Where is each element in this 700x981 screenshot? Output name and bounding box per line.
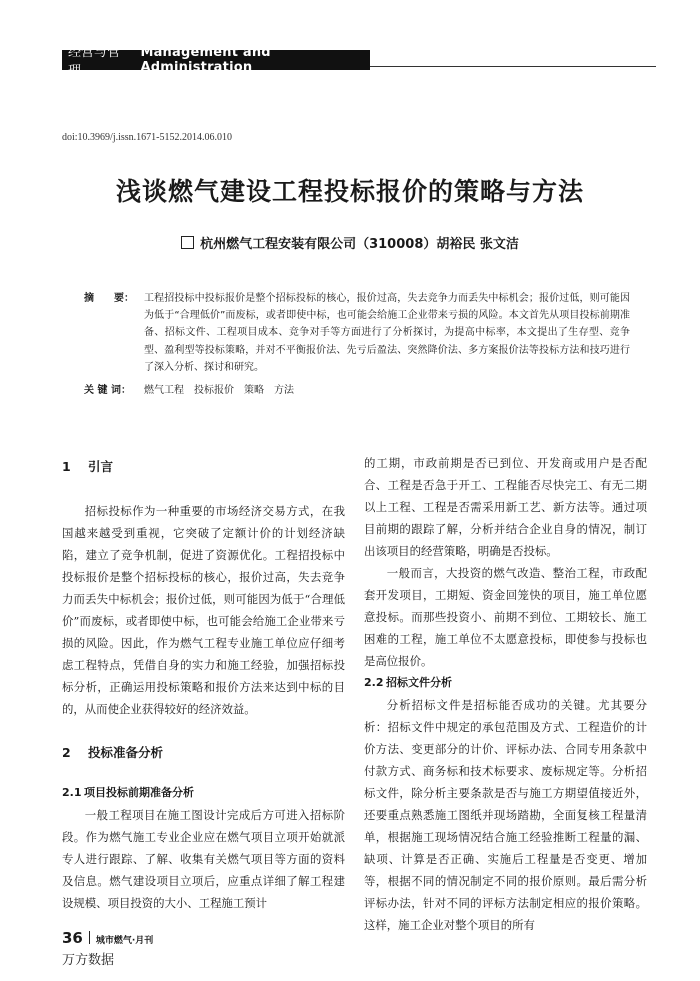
- article-title: 浅谈燃气建设工程投标报价的策略与方法: [115, 177, 584, 206]
- paragraph: 一般工程项目在施工图设计完成后方可进入招标阶段。作为燃气施工专业企业应在燃气项目立项开始就派专人进行跟踪、了解、收集有关燃气项目等方面的资料及信息。燃气建设项目立项后，应重点详细了解工程建设规模、项目投资的大小、工程施工预计: [62, 808, 345, 910]
- section-title-zh: 经营与管理: [68, 45, 121, 79]
- footer-divider: [89, 931, 90, 944]
- subsection-heading-2-1: [62, 782, 345, 804]
- paragraph: 的工期，市政前期是否已到位、开发商或用户是否配合、工程是否急于开工、工程能否尽快完工、有无二期以上工程、工程是否需采用新工艺、新方法等。通过项目前期的跟踪了解，分析并结合企业自身的情况，制订出该项目的经营策略，明确是否投标。: [364, 456, 647, 558]
- section-header-bar: [62, 45, 370, 79]
- section-heading-1: [62, 456, 345, 478]
- watermark: 万方数据: [62, 953, 115, 968]
- section-number: 2: [62, 745, 71, 760]
- abstract-block: [84, 290, 630, 399]
- section-title-en: Management and Administration: [140, 45, 271, 75]
- header-rule: [370, 66, 656, 67]
- subsection-title: 项目投标前期准备分析: [84, 786, 194, 799]
- journal-name: 城市燃气·月刊: [95, 936, 154, 946]
- section-heading-2: [62, 742, 345, 764]
- paragraph: 一般而言，大投资的燃气改造、整治工程，市政配套开发项目，工期短、资金回笼快的项目，施工单位愿意投标。而那些投资小、前期不到位、工期较长、施工困难的工程，施工单位不太愿意投标，即使参与投标也是高位报价。: [364, 566, 647, 668]
- keywords-text: 燃气工程 投标报价 策略 方法: [144, 385, 294, 397]
- page-number: 36: [62, 929, 83, 947]
- subsection-title: 招标文件分析: [386, 676, 452, 689]
- keywords-row: [84, 382, 630, 399]
- subsection-number: 2.2: [364, 676, 384, 689]
- left-column: [62, 456, 345, 914]
- subsection-number: 2.1: [62, 786, 82, 799]
- square-bullet-icon: [181, 236, 194, 249]
- authors: 杭州燃气工程安装有限公司（310008）胡裕民 张文洁: [200, 237, 519, 252]
- paragraph: 分析招标文件是招标能否成功的关键。尤其要分析：招标文件中规定的承包范围及方式、工程造价的计价方法、变更部分的计价、评标办法、合同专用条款中付款方式、商务标和技术标要求、废标规定等。分析招标文件，除分析主要条款是否与施工方期望值接近外，还要重点熟悉施工图纸并现场踏勘，全面复核工程量清单，根据施工现场情况结合施工经验推断工程量的漏、缺项、计算是否正确、实施后工程量是否变更、增加等，根据不同的情况制定不同的报价原则。最后需分析评标办法，针对不同的评标方法制定相应的报价策略。这样，施工企业对整个项目的所有: [364, 698, 647, 932]
- keywords-label: 关 键 词：: [84, 385, 131, 397]
- right-column: [364, 452, 647, 936]
- abstract-row: [84, 290, 630, 376]
- paragraph: 招标投标作为一种重要的市场经济交易方式，在我国越来越受到重视，它突破了定额计价的计划经济缺陷，建立了竞争机制，促进了资源优化。工程招投标中投标报价是整个招标投标的核心，报价过高，失去竞争力而丢失中标机会；报价过低，则可能因为低于“合理低价”而废标，或者即使中标，也可能会给施工企业带来亏损的风险。因此，作为燃气工程专业施工单位应仔细考虑工程特点，凭借自身的实力和施工经验，加强招标投标分析，正确运用投标策略和报价方法来达到中标的目的，从而使企业获得较好的经济效益。: [62, 504, 345, 716]
- page-footer: [62, 928, 153, 947]
- doi: doi:10.3969/j.issn.1671-5152.2014.06.010: [62, 132, 233, 143]
- section-title: 引言: [88, 459, 114, 474]
- subsection-heading-2-2: [364, 672, 647, 694]
- section-number: 1: [62, 459, 71, 474]
- authors-line: [0, 233, 700, 252]
- abstract-label: 摘 要：: [84, 293, 134, 304]
- abstract-text: 工程招投标中投标报价是整个招标投标的核心，报价过高，失去竞争力而丢失中标机会；报价过低，则可能因为低于“合理低价”而废标，或者即使中标，也可能会给施工企业带来亏损的风险。本文首先从项目投标前期准备、招标文件、工程项目成本、竞争对手等方面进行了分析探讨，为提高中标率，本文提出了生存型、竞争型、盈利型等投标策略，并对不平衡报价法、先亏后盈法、突然降价法、多方案报价法等投标方法和技巧进行了深入分析、探讨和研究。: [144, 293, 630, 373]
- section-title: 投标准备分析: [88, 745, 164, 760]
